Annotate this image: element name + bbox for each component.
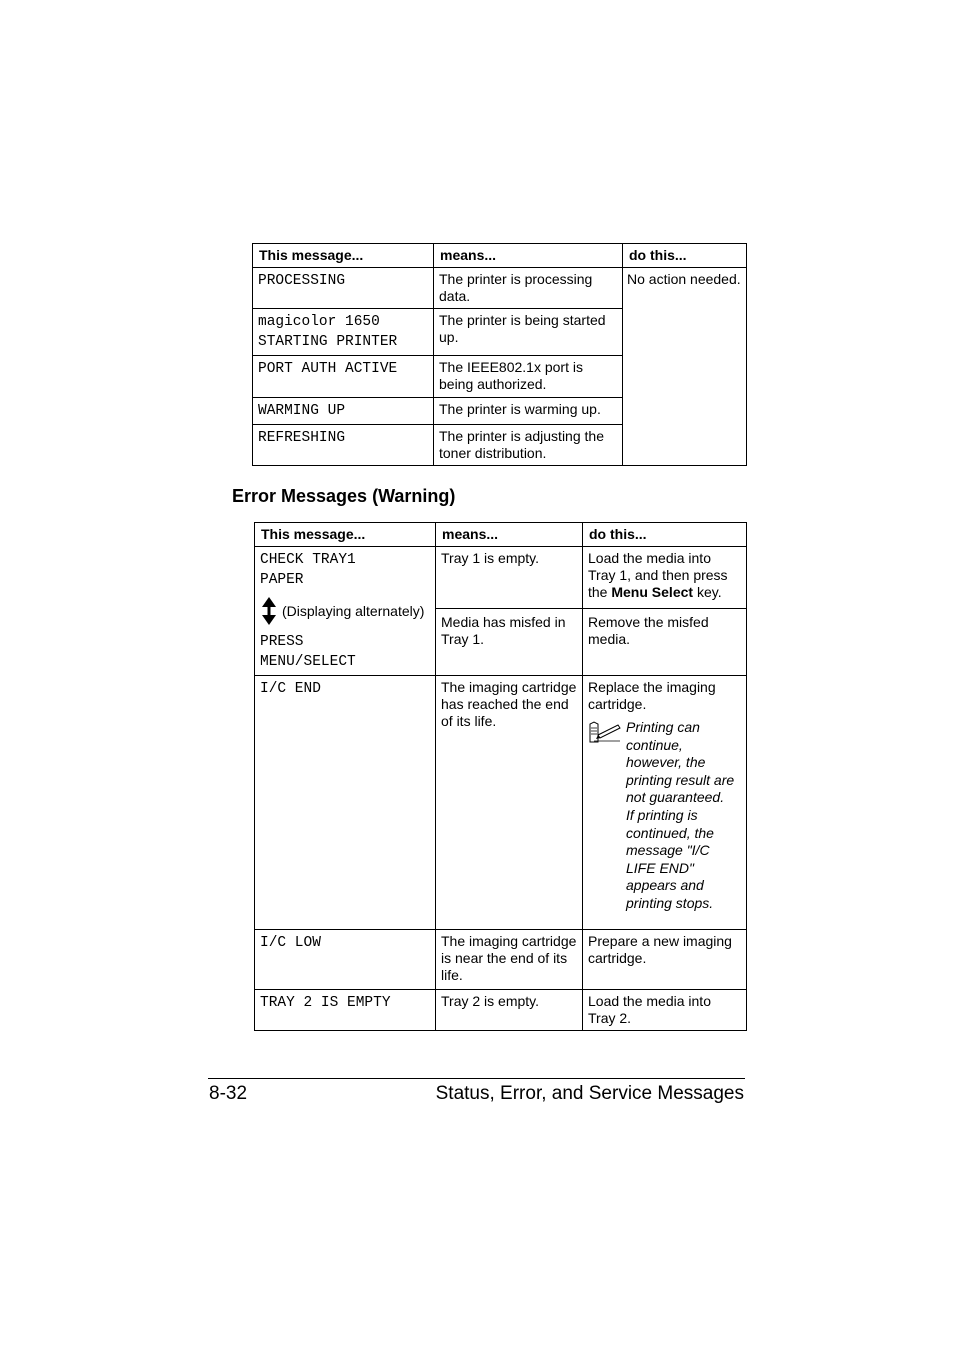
header-means: means... [434,244,623,268]
message-cell [253,356,434,398]
means-cell: Media has misfed in Tray 1. [436,609,583,676]
note-text [626,719,734,913]
table-row [255,990,747,1031]
header-means: means... [436,523,583,547]
action-text: Load the media into Tray 1, and then press the [588,550,728,600]
note-pencil-icon [588,719,626,913]
section-heading: Error Messages (Warning) [232,486,456,506]
means-cell: The imaging cartridge has reached the end of its life. [436,676,583,930]
footer-divider [208,1078,745,1079]
means-cell: The printer is processing data. [434,268,623,309]
message-line: PORT AUTH ACTIVE [258,361,398,377]
message-line: PROCESSING [258,273,346,289]
means-cell: The IEEE802.1x port is being authorized. [434,356,623,398]
message-line: PRESS [260,634,304,650]
footer-title: Status, Error, and Service Messages [435,1083,744,1104]
action-cell: Prepare a new imaging cartridge. [583,930,747,990]
up-down-arrow-icon [260,596,278,626]
action-text: Replace the imaging cartridge. [588,679,716,712]
page-number: 8-32 [209,1083,248,1104]
action-cell: No action needed. [623,268,747,466]
note [588,719,741,913]
alternate-label: (Displaying alternately) [282,603,425,619]
note-line: Printing can [626,719,700,735]
message-line: PAPER [260,572,304,588]
action-cell: Remove the misfed media. [583,609,747,676]
note-line: message "I/C [626,842,710,859]
action-cell [583,547,747,609]
table-row [255,930,747,990]
message-cell [255,547,436,676]
table-header-row [255,523,747,547]
message-line: WARMING UP [258,403,346,419]
message-cell: TRAY 2 IS EMPTY [255,990,436,1031]
note-line: not guaranteed. [626,789,725,806]
table-row [255,676,747,930]
means-cell: Tray 1 is empty. [436,547,583,609]
message-cell: I/C LOW [255,930,436,990]
message-cell [253,398,434,425]
message-cell [253,309,434,356]
table-header-row [253,244,747,268]
header-action: do this... [583,523,747,547]
means-cell: The printer is being started up. [434,309,623,356]
note-line: however, the [626,754,706,771]
message-line: magicolor 1650 [258,314,380,330]
message-cell [253,425,434,466]
means-cell: The printer is adjusting the toner distribution. [434,425,623,466]
message-cell: I/C END [255,676,436,930]
action-cell [583,676,747,930]
header-message: This message... [253,244,434,268]
note-line: If printing is [626,806,698,823]
header-action: do this... [623,244,747,268]
note-line: printing result are [626,771,735,788]
message-line: CHECK TRAY1 [260,552,356,568]
message-line: MENU/SELECT [260,654,356,670]
action-cell: Load the media into Tray 2. [583,990,747,1031]
means-cell: The printer is warming up. [434,398,623,425]
menu-select-key-label: Menu Select [611,584,694,600]
means-cell: Tray 2 is empty. [436,990,583,1031]
note-line: LIFE END" [626,859,694,876]
note-line: continue, [626,736,683,753]
note-line: printing stops. [626,894,714,911]
note-line: appears and [626,877,704,894]
message-cell [253,268,434,309]
alternate-indicator [260,596,430,626]
message-line: STARTING PRINTER [258,334,398,350]
message-line: REFRESHING [258,430,346,446]
note-line: continued, the [626,824,714,841]
warning-messages-table [254,522,747,1031]
action-text: key. [693,584,722,600]
table-row [255,547,747,609]
table-row [253,268,747,309]
status-messages-table [252,243,747,466]
means-cell: The imaging cartridge is near the end of its life. [436,930,583,990]
header-message: This message... [255,523,436,547]
